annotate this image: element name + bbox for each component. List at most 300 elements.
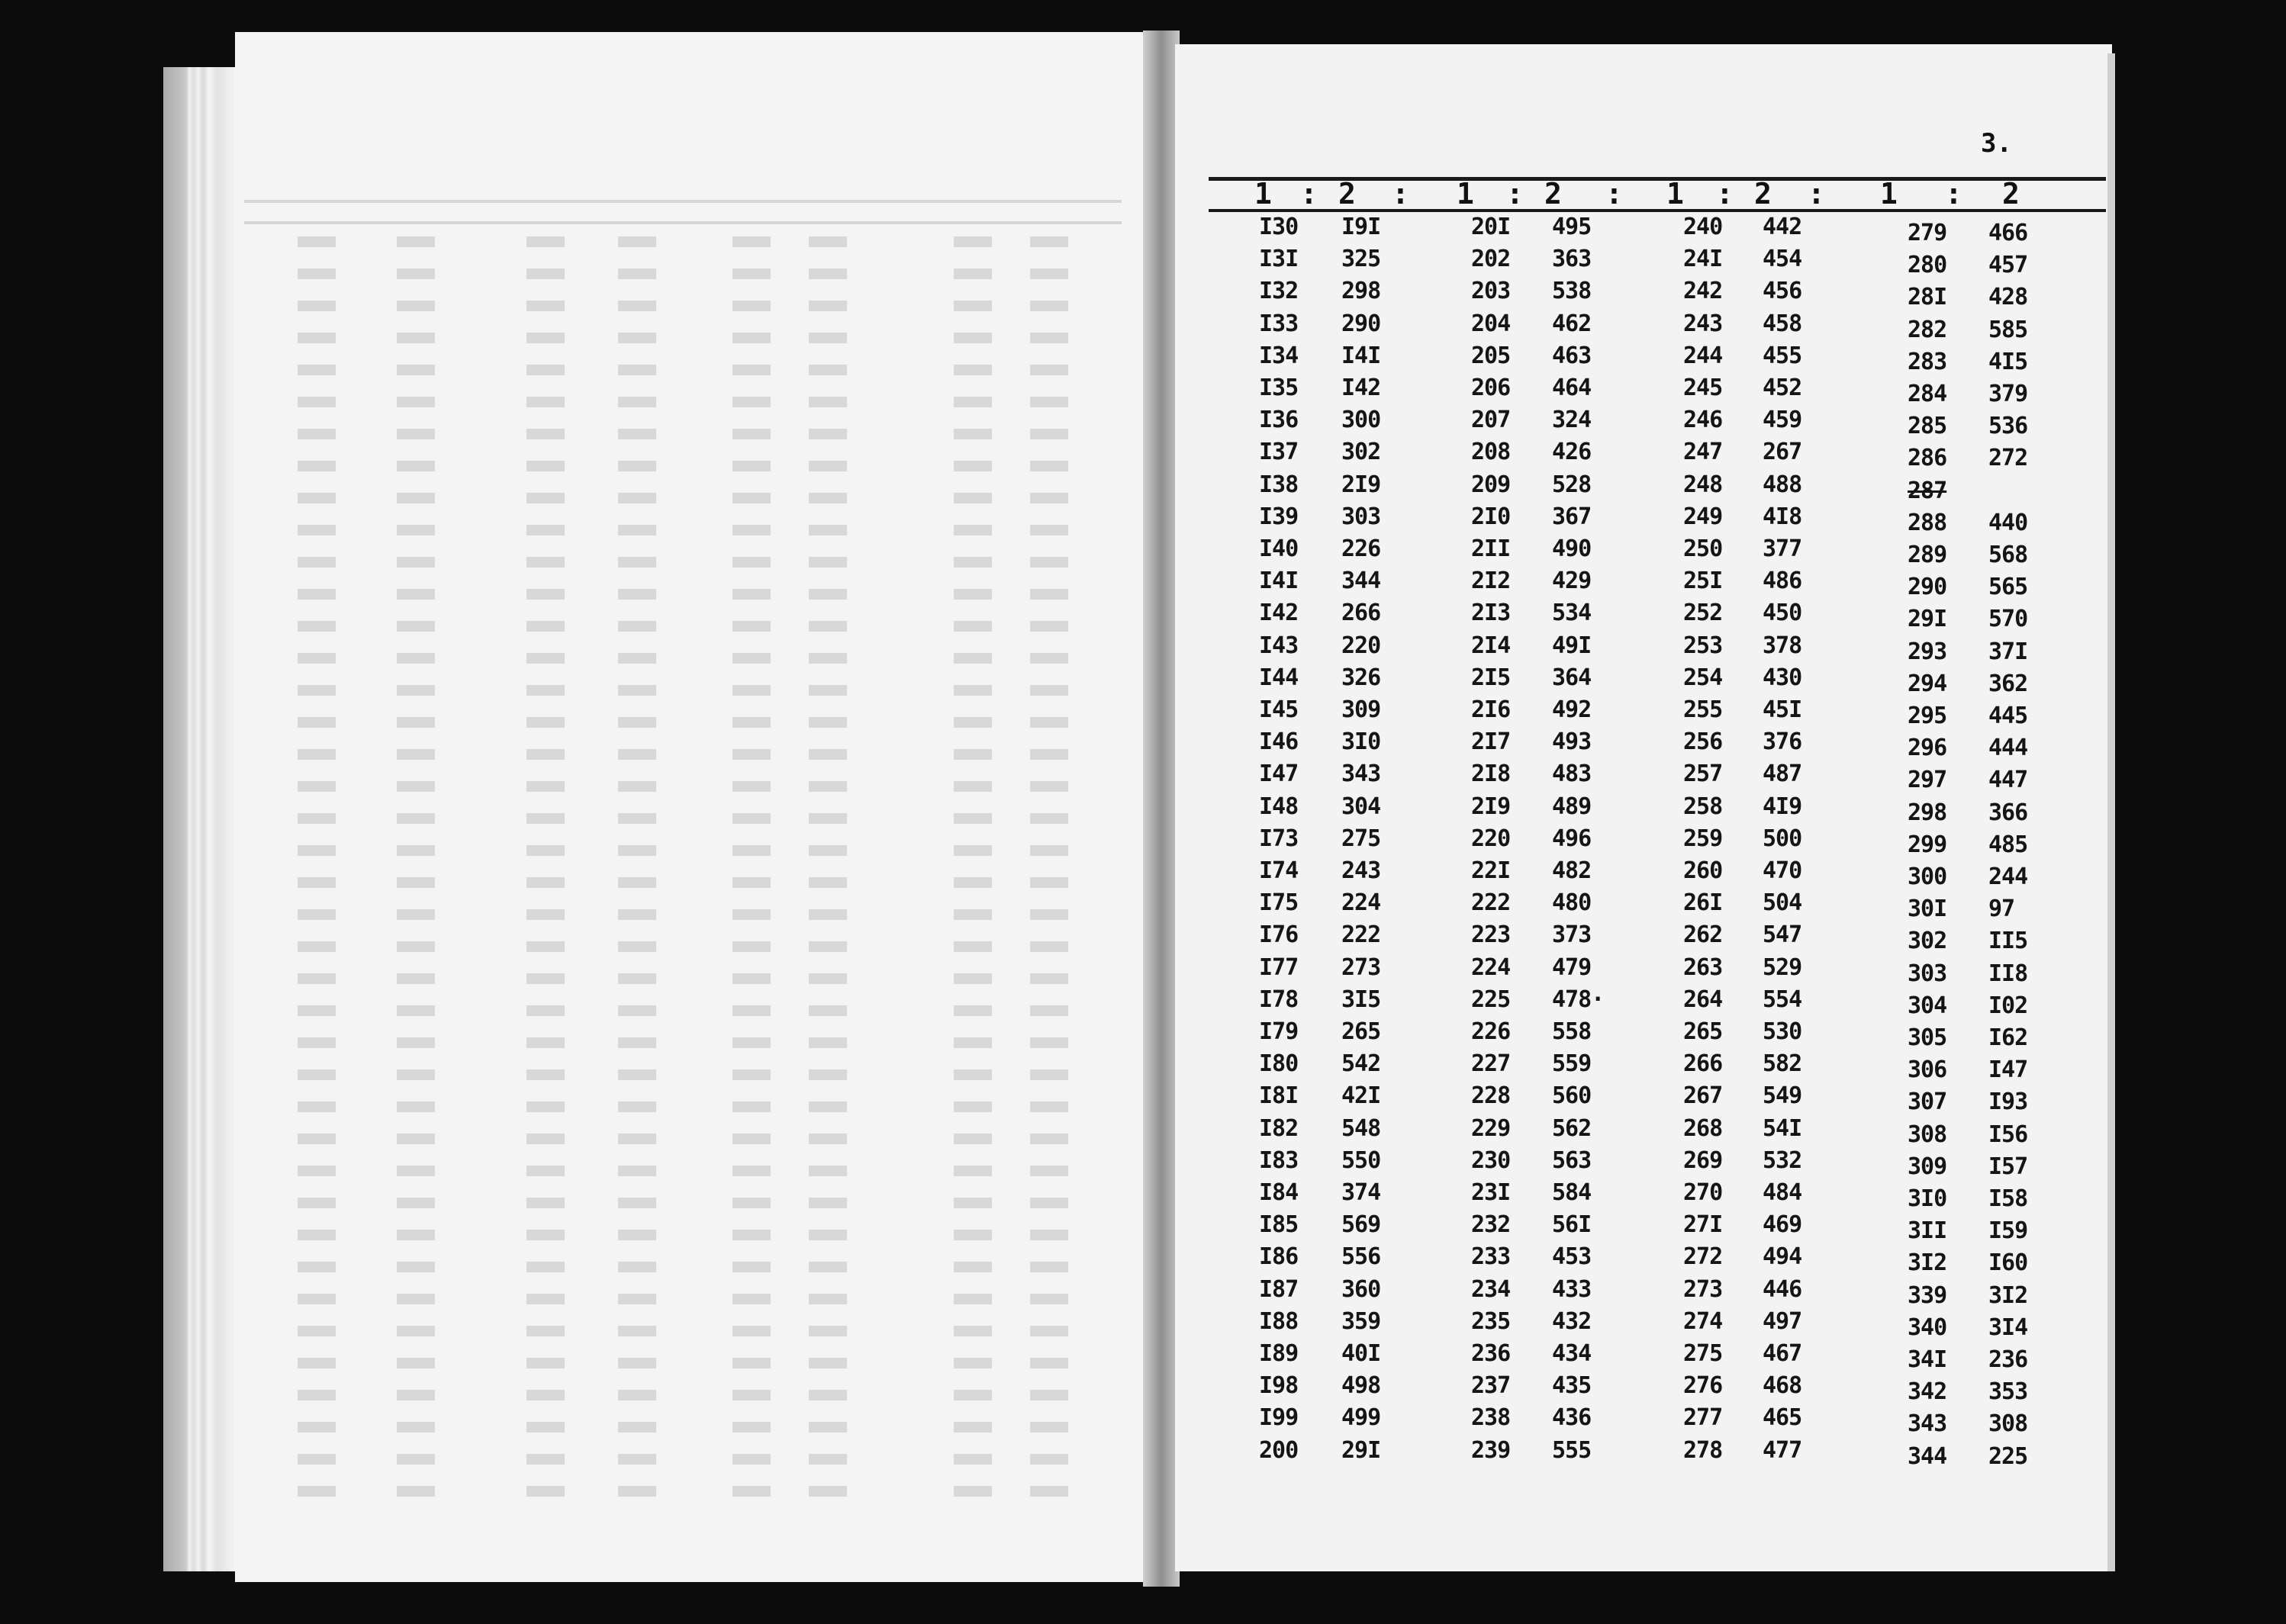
cell-value: 226 [1341,535,1381,562]
header-glyph: : [1605,177,1623,211]
cell-index: 258 [1683,793,1723,820]
cell-index: I48 [1259,793,1299,820]
cell-index: 255 [1683,696,1723,723]
ghost-mark [1030,1454,1068,1465]
ghost-mark [954,1101,992,1112]
ghost-mark [618,1326,656,1336]
ghost-mark [1030,493,1068,503]
cell-index: 237 [1471,1372,1511,1400]
cell-value: 585 [1988,316,2028,343]
cell-value: 529 [1763,953,1802,981]
ghost-mark [1030,973,1068,984]
ghost-mark [526,1166,565,1176]
cell-index: 283 [1908,348,1947,375]
ghost-mark [954,685,992,696]
cell-value: 275 [1341,825,1381,852]
cell-value: 3I5 [1341,986,1381,1013]
cell-index: 276 [1683,1372,1723,1400]
cell-value: 487 [1763,761,1802,788]
cell-value: 462 [1552,310,1592,337]
ghost-mark [809,1326,847,1336]
cell-index: 339 [1908,1282,1947,1309]
cell-value: 465 [1763,1404,1802,1432]
cell-index: 342 [1908,1378,1947,1406]
ghost-mark [298,589,336,600]
ghost-mark [809,877,847,888]
ghost-mark [397,653,435,664]
cell-value: 442 [1763,214,1802,240]
cell-value: 445 [1988,703,2028,729]
cell-value: 267 [1763,439,1802,466]
cell-index: I78 [1259,986,1299,1013]
cell-index: 253 [1683,632,1723,659]
ghost-mark [809,301,847,311]
ghost-mark [732,429,771,439]
ghost-mark [1030,653,1068,664]
ghost-mark [1030,525,1068,535]
ghost-mark [1030,717,1068,728]
cell-value: 343 [1341,761,1381,788]
cell-index: 226 [1471,1018,1511,1045]
cell-value: 364 [1552,664,1592,691]
ghost-mark [809,1486,847,1497]
ghost-rule [244,200,1122,203]
cell-value: 273 [1341,953,1381,981]
ghost-mark [809,781,847,792]
ghost-mark [618,749,656,760]
cell-index: 279 [1908,220,1947,246]
cell-index: 259 [1683,825,1723,852]
cell-value: 440 [1988,509,2028,536]
cell-index: 243 [1683,310,1723,337]
cell-index: 202 [1471,246,1511,273]
cell-value: 374 [1341,1179,1381,1206]
cell-value: 308 [1988,1410,2028,1438]
cell-value: I4I [1341,342,1381,369]
cell-index: 308 [1908,1121,1947,1148]
ghost-mark [526,845,565,856]
ghost-mark [526,525,565,535]
header-glyph: : [1506,177,1524,211]
ghost-mark [732,557,771,568]
ghost-mark [397,1101,435,1112]
cell-index: 244 [1683,342,1723,369]
ghost-mark [397,1486,435,1497]
ghost-mark [1030,1326,1068,1336]
cell-value: 555 [1552,1436,1592,1464]
ghost-mark [618,1486,656,1497]
cell-index: 228 [1471,1082,1511,1110]
cell-index: 286 [1908,445,1947,472]
cell-value: 244 [1988,863,2028,890]
cell-value: 496 [1552,825,1592,852]
cell-value: 549 [1763,1082,1802,1110]
page-stack-edge [163,67,238,1571]
cell-value: 459 [1763,407,1802,434]
ghost-mark [732,1198,771,1208]
cell-index: 205 [1471,342,1511,369]
cell-value: 2I9 [1341,471,1381,498]
cell-index: 295 [1908,703,1947,729]
ghost-mark [1030,1358,1068,1368]
cell-index: 288 [1908,509,1947,536]
header-glyph: 1 [1457,177,1474,211]
cell-index: 294 [1908,670,1947,697]
ghost-mark [298,813,336,824]
cell-value: 324 [1552,407,1592,434]
header-glyph: : [1716,177,1734,211]
cell-index: I75 [1259,889,1299,917]
cell-value: I57 [1988,1153,2028,1180]
ghost-mark [397,1454,435,1465]
ghost-mark [1030,1134,1068,1144]
ghost-mark [526,397,565,407]
cell-value: 479 [1552,953,1592,981]
cell-value: 530 [1763,1018,1802,1045]
ghost-mark [809,1422,847,1433]
cell-index: 223 [1471,921,1511,949]
cell-index: I36 [1259,407,1299,434]
cell-index: 343 [1908,1410,1947,1438]
cell-value: 444 [1988,735,2028,762]
cell-value: 554 [1763,986,1802,1013]
ghost-mark [954,653,992,664]
cell-index: 30I [1908,896,1947,923]
cell-index: 229 [1471,1114,1511,1142]
ghost-mark [298,269,336,279]
ghost-mark [732,269,771,279]
ghost-mark [732,1486,771,1497]
ghost-mark [1030,557,1068,568]
ghost-mark [809,1037,847,1048]
ghost-mark [732,781,771,792]
ghost-mark [526,1198,565,1208]
cell-index: 3I2 [1908,1249,1947,1277]
ghost-mark [298,236,336,247]
ghost-mark [298,717,336,728]
ghost-mark [397,781,435,792]
ghost-mark [1030,397,1068,407]
cell-value: 547 [1763,921,1802,949]
ghost-mark [618,1262,656,1272]
ghost-mark [732,589,771,600]
ghost-mark [1030,269,1068,279]
cell-index: 3II [1908,1217,1947,1245]
cell-value: 558 [1552,1018,1592,1045]
ghost-mark [298,1134,336,1144]
ghost-mark [618,236,656,247]
ghost-mark [397,525,435,535]
cell-index: I8I [1259,1082,1299,1110]
ghost-mark [526,1358,565,1368]
ghost-mark [618,397,656,407]
cell-value: 56I [1552,1211,1592,1239]
cell-value: I9I [1341,214,1381,240]
cell-value: 366 [1988,799,2028,826]
cell-index: 25I [1683,568,1723,595]
cell-value: 435 [1552,1372,1592,1400]
cell-index: 204 [1471,310,1511,337]
ghost-mark [526,557,565,568]
left-page [235,32,1149,1582]
ghost-mark [954,1422,992,1433]
ghost-mark [618,461,656,471]
ghost-mark [526,1037,565,1048]
cell-value: II8 [1988,960,2028,987]
ghost-mark [954,1037,992,1048]
ghost-mark [954,1358,992,1368]
cell-index: I38 [1259,471,1299,498]
cell-value: 500 [1763,825,1802,852]
cell-index: I74 [1259,857,1299,884]
cell-value: 464 [1552,375,1592,401]
ghost-mark [397,909,435,920]
cell-index: 227 [1471,1050,1511,1078]
ghost-mark [1030,1486,1068,1497]
cell-index: 207 [1471,407,1511,434]
cell-index: 222 [1471,889,1511,917]
ghost-mark [732,236,771,247]
cell-value: 485 [1988,831,2028,858]
ghost-mark [809,461,847,471]
ghost-mark [954,1326,992,1336]
cell-index: 254 [1683,664,1723,691]
cell-index: 2I6 [1471,696,1511,723]
ghost-mark [809,973,847,984]
ghost-mark [1030,1166,1068,1176]
cell-index: 250 [1683,535,1723,562]
cell-value: 560 [1552,1082,1592,1110]
ghost-mark [1030,1422,1068,1433]
ghost-mark [1030,1294,1068,1304]
ghost-mark [298,749,336,760]
ghost-mark [809,717,847,728]
cell-value: 556 [1341,1243,1381,1271]
cell-value: 468 [1763,1372,1802,1400]
ghost-mark [732,1134,771,1144]
cell-index: 240 [1683,214,1723,240]
cell-value: I42 [1341,375,1381,401]
ghost-mark [618,717,656,728]
ghost-mark [732,1454,771,1465]
ghost-mark [732,813,771,824]
ghost-mark [1030,1262,1068,1272]
cell-value: 97 [1988,896,2015,923]
cell-value: 4I8 [1763,503,1802,530]
ghost-mark [397,493,435,503]
cell-index: 340 [1908,1314,1947,1341]
ghost-mark [618,621,656,632]
cell-value: 3I0 [1341,728,1381,756]
cell-index: 235 [1471,1307,1511,1335]
cell-index: 239 [1471,1436,1511,1464]
ghost-mark [526,429,565,439]
cell-index: I37 [1259,439,1299,466]
cell-value: 379 [1988,381,2028,407]
ghost-mark [732,909,771,920]
ghost-mark [954,1230,992,1240]
ghost-mark [954,845,992,856]
ghost-mark [1030,941,1068,952]
ghost-mark [1030,1230,1068,1240]
cell-value: 477 [1763,1436,1802,1464]
cell-value: I93 [1988,1089,2028,1116]
ghost-mark [809,493,847,503]
ghost-mark [298,941,336,952]
cell-index: I98 [1259,1372,1299,1400]
cell-index: 236 [1471,1340,1511,1367]
ghost-mark [397,1358,435,1368]
cell-value: 225 [1988,1442,2028,1470]
ghost-mark [954,1486,992,1497]
cell-value: 265 [1341,1018,1381,1045]
ghost-mark [526,301,565,311]
cell-value: 489 [1552,793,1592,820]
cell-index: 273 [1683,1275,1723,1303]
cell-value: 428 [1988,284,2028,311]
ghost-mark [526,1486,565,1497]
ghost-mark [298,1198,336,1208]
ghost-mark [809,1454,847,1465]
cell-index: 23I [1471,1179,1511,1206]
cell-index: 304 [1908,992,1947,1019]
ghost-mark [618,429,656,439]
ghost-mark [618,909,656,920]
cell-value: 495 [1552,214,1592,240]
cell-index: 267 [1683,1082,1723,1110]
ghost-mark [298,1005,336,1016]
cell-value: I60 [1988,1249,2028,1277]
cell-value: 243 [1341,857,1381,884]
ghost-mark [732,1230,771,1240]
ghost-mark [397,1166,435,1176]
ghost-mark [526,909,565,920]
ghost-mark [298,621,336,632]
ghost-mark [954,1198,992,1208]
cell-index: 298 [1908,799,1947,826]
ghost-mark [954,1069,992,1080]
cell-index: 224 [1471,953,1511,981]
cell-index: I39 [1259,503,1299,530]
ghost-mark [954,1454,992,1465]
ghost-mark [298,877,336,888]
ghost-mark [298,397,336,407]
cell-value: 484 [1763,1179,1802,1206]
ghost-mark [618,589,656,600]
cell-index: 270 [1683,1179,1723,1206]
ghost-mark [954,1262,992,1272]
ghost-mark [618,1454,656,1465]
ghost-mark [732,1069,771,1080]
ghost-mark [618,333,656,343]
ghost-mark [1030,1005,1068,1016]
cell-value: 303 [1341,503,1381,530]
ghost-mark [732,1358,771,1368]
cell-value: 300 [1341,407,1381,434]
cell-index: 247 [1683,439,1723,466]
ghost-mark [1030,589,1068,600]
cell-value: 559 [1552,1050,1592,1078]
cell-index: 302 [1908,928,1947,955]
cell-value: 498 [1341,1372,1381,1400]
ghost-mark [526,973,565,984]
cell-value: 538 [1552,278,1592,305]
ghost-mark [809,589,847,600]
cell-index: 256 [1683,728,1723,756]
ghost-mark [526,1422,565,1433]
ghost-mark [954,429,992,439]
cell-index: 2I8 [1471,761,1511,788]
cell-index: 230 [1471,1146,1511,1174]
ghost-mark [954,236,992,247]
cell-value: II5 [1988,928,2028,955]
cell-value: 344 [1341,568,1381,595]
cell-index: 305 [1908,1024,1947,1051]
cell-index: 206 [1471,375,1511,401]
ghost-mark [954,461,992,471]
cell-index: 272 [1683,1243,1723,1271]
cell-index: I4I [1259,568,1299,595]
cell-value: 298 [1341,278,1381,305]
cell-index: 29I [1908,606,1947,633]
right-page-edge [2107,53,2115,1571]
ghost-mark [954,877,992,888]
cell-index: 287 [1908,477,1947,504]
cell-index: 280 [1908,252,1947,279]
ghost-mark [298,1069,336,1080]
ghost-mark [618,301,656,311]
cell-index: 285 [1908,413,1947,440]
ghost-mark [732,749,771,760]
cell-value: 494 [1763,1243,1802,1271]
ghost-mark [526,653,565,664]
ghost-mark [298,1230,336,1240]
ghost-mark [298,1166,336,1176]
ghost-mark [298,1486,336,1497]
ghost-mark [397,813,435,824]
ghost-mark [1030,1390,1068,1400]
header-glyph: : [1945,177,1962,211]
cell-value: I47 [1988,1056,2028,1084]
cell-index: 289 [1908,542,1947,568]
cell-value: I58 [1988,1185,2028,1212]
ghost-rule [244,221,1122,224]
cell-index: I82 [1259,1114,1299,1142]
right-page [1175,44,2112,1571]
cell-index: 245 [1683,375,1723,401]
cell-index: 293 [1908,638,1947,665]
ghost-mark [732,1166,771,1176]
cell-index: I3I [1259,246,1299,273]
cell-value: 456 [1763,278,1802,305]
cell-value: 570 [1988,606,2028,633]
ghost-mark [618,1198,656,1208]
ghost-mark [809,397,847,407]
ghost-mark [526,269,565,279]
ghost-mark [954,1166,992,1176]
header-glyph: 2 [1338,177,1356,211]
ghost-mark [954,941,992,952]
ghost-mark [1030,301,1068,311]
ghost-mark [397,1294,435,1304]
ghost-mark [298,1262,336,1272]
ghost-mark [732,621,771,632]
cell-value: 492 [1552,696,1592,723]
ghost-mark [298,365,336,375]
ghost-mark [1030,845,1068,856]
ghost-mark [298,557,336,568]
cell-value: 309 [1341,696,1381,723]
